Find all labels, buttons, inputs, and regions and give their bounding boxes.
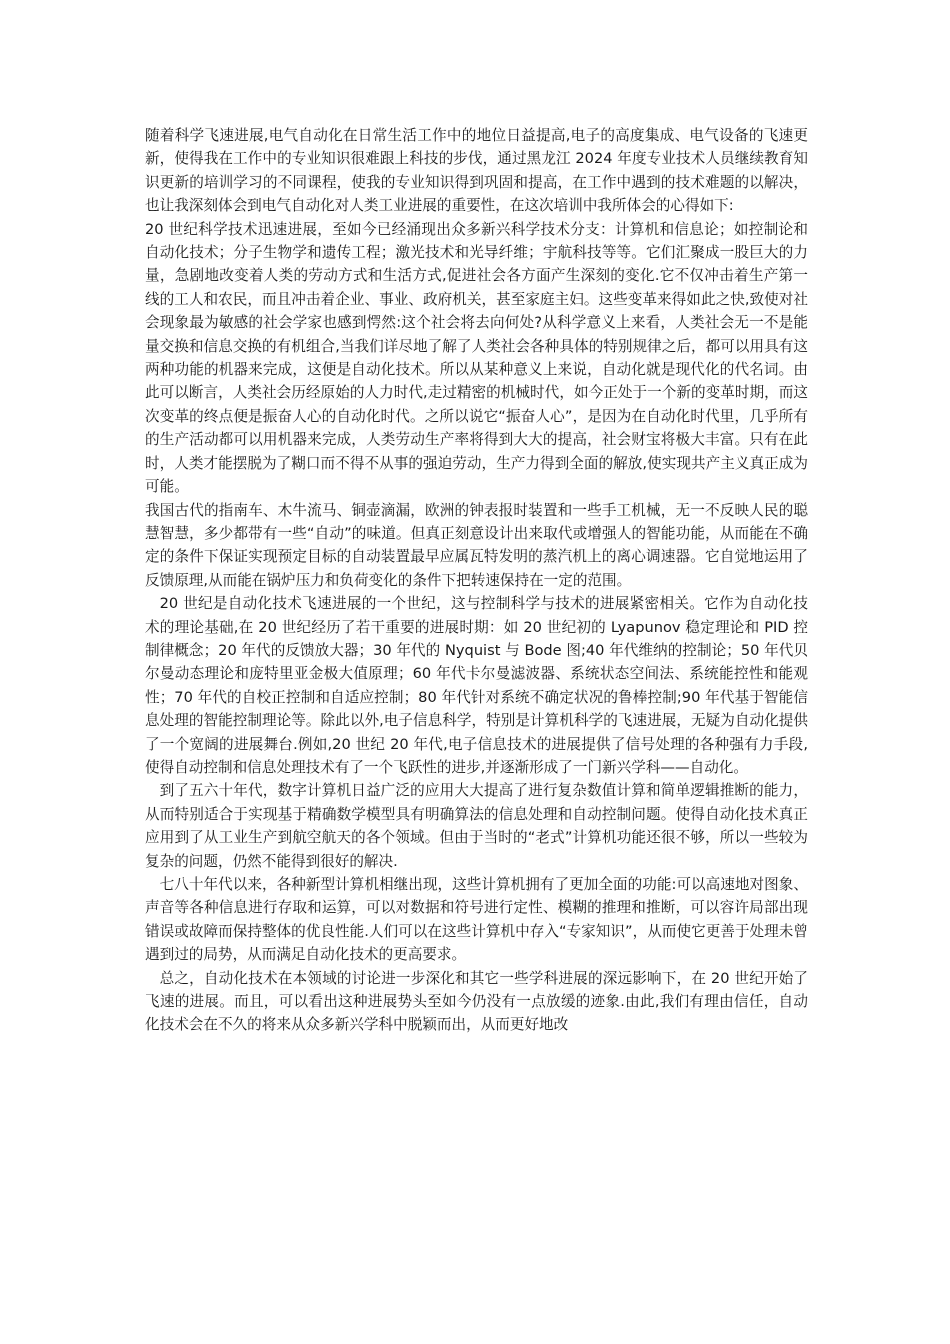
paragraph-control-theory-history: 20 世纪是自动化技术飞速进展的一个世纪，这与控制科学与技术的进展紧密相关。它作为自动化技术的理论基础,在 20 世纪经历了若干重要的进展时期：如 20 世纪初的 Lyapunov 稳定理论和 PID 控制律概念；20 年代的反馈放大器；30 年代的 Nyquist 与 Bode 图;40 年代维纳的控制论；50 年代贝尔曼动态理论和庞特里亚金极大值原理；60 年代卡尔曼滤波器、系统状态空间法、系统能控性和能观性；70 年代的自校正控制和自适应控制；80 年代针对系统不确定状况的鲁棒控制;90 年代基于智能信息处理的智能控制理论等。除此以外,电子信息科学，特别是计算机科学的飞速进展，无疑为自动化提供了一个宽阔的进展舞台.例如,20 世纪 20 年代,电子信息技术的进展提供了信号处理的各种强有力手段,使得自动控制和信息处理技术有了一个飞跃性的进步,并逐渐形成了一门新兴学科——自动化。: [145, 595, 808, 776]
paragraph-new-computers: 七八十年代以来，各种新型计算机相继出现，这些计算机拥有了更加全面的功能:可以高速地对图象、声音等各种信息进行存取和运算，可以对数据和符号进行定性、模糊的推理和推断，可以容许局部出现错误或故障而保持整体的优良性能.人们可以在这些计算机中存入“专家知识”，从而使它更善于处理未曾遇到过的局势，从而满足自动化技术的更高要求。: [145, 876, 808, 964]
paragraph-digital-computers: 到了五六十年代，数字计算机日益广泛的应用大大提高了进行复杂数值计算和简单逻辑推断的能力，从而特别适合于实现基于精确数学模型具有明确算法的信息处理和自动控制问题。使得自动化技术真正应用到了从工业生产到航空航天的各个领域。但由于当时的“老式”计算机功能还很不够，所以一些较为复杂的问题，仍然不能得到很好的解决.: [145, 782, 808, 870]
document-body: [145, 124, 808, 1037]
paragraph-20th-century-tech: 20 世纪科学技术迅速进展，至如今已经涌现出众多新兴科学技术分支：计算机和信息论；如控制论和自动化技术；分子生物学和遗传工程；激光技术和光导纤维；宇航科技等等。它们汇聚成一股巨大的力量，急剧地改变着人类的劳动方式和生活方式,促进社会各方面产生深刻的变化.它不仅冲击着生产第一线的工人和农民，而且冲击着企业、事业、政府机关，甚至家庭主妇。这些变革来得如此之快,致使对社会现象最为敏感的社会学家也感到愕然:这个社会将去向何处?从科学意义上来看，人类社会无一不是能量交换和信息交换的有机组合,当我们详尽地了解了人类社会各种具体的特别规律之后，都可以用具有这两种功能的机器来完成，这便是自动化技术。所以从某种意义上来说，自动化就是现代化的代名词。由此可以断言，人类社会历经原始的人力时代,走过精密的机械时代，如今正处于一个新的变革时期，而这次变革的终点便是振奋人心的自动化时代。之所以说它“振奋人心”，是因为在自动化时代里，几乎所有的生产活动都可以用机器来完成，人类劳动生产率将得到大大的提高，社会财宝将极大丰富。只有在此时，人类才能摆脱为了糊口而不得不从事的强迫劳动，生产力得到全面的解放,使实现共产主义真正成为可能。: [145, 220, 808, 496]
paragraph-conclusion: 总之，自动化技术在本领域的讨论进一步深化和其它一些学科进展的深远影响下，在 20 世纪开始了飞速的进展。而且，可以看出这种进展势头至如今仍没有一点放缓的迹象.由此,我们有理由信任，自动化技术会在不久的将来从众多新兴学科中脱颖而出，从而更好地改: [145, 969, 808, 1034]
paragraph-ancient-automation: 我国古代的指南车、木牛流马、铜壶滴漏，欧洲的钟表报时装置和一些手工机械，无一不反映人民的聪慧智慧，多少都带有一些“自动”的味道。但真正刻意设计出来取代或增强人的智能功能，从而能在不确定的条件下保证实现预定目标的自动装置最早应属瓦特发明的蒸汽机上的离心调速器。它自觉地运用了反馈原理,从而能在锅炉压力和负荷变化的条件下把转速保持在一定的范围。: [145, 501, 808, 589]
paragraph-intro: 随着科学飞速进展,电气自动化在日常生活工作中的地位日益提高,电子的高度集成、电气设备的飞速更新，使得我在工作中的专业知识很难跟上科技的步伐，通过黑龙江 2024 年度专业技术人员继续教育知识更新的培训学习的不同课程，使我的专业知识得到巩固和提高，在工作中遇到的技术难题的以解决，也让我深刻体会到电气自动化对人类工业进展的重要性，在这次培训中我所体会的心得如下:: [145, 127, 808, 215]
